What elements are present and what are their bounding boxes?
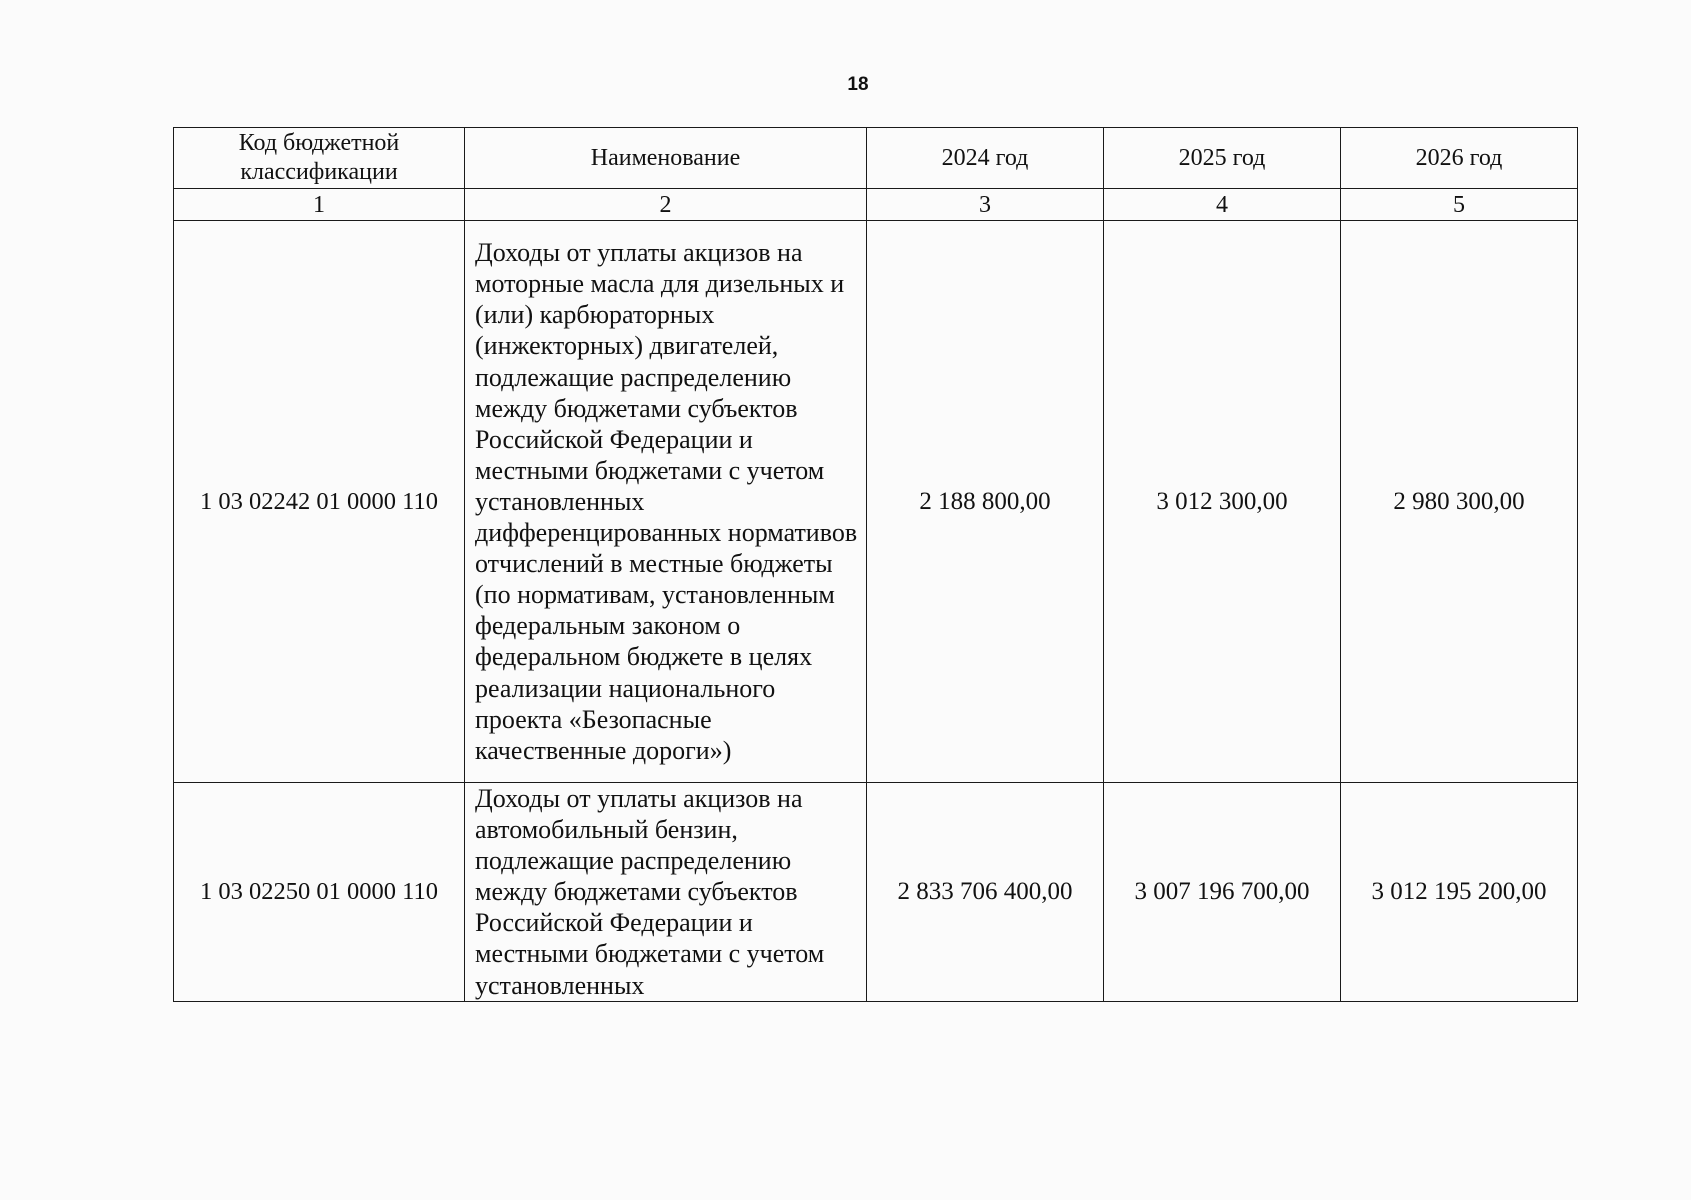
- budget-table: [173, 127, 1578, 1002]
- column-numbers-row: [174, 189, 1578, 221]
- column-number: 2: [465, 189, 867, 221]
- column-number: 3: [867, 189, 1104, 221]
- table-row: [174, 221, 1578, 783]
- amount-2026-cell: 3 012 195 200,00: [1341, 783, 1578, 1002]
- amount-2025-cell: 3 007 196 700,00: [1104, 783, 1341, 1002]
- header-code: Код бюджетной классификации: [174, 128, 465, 189]
- header-name: Наименование: [465, 128, 867, 189]
- amount-2024-cell: 2 833 706 400,00: [867, 783, 1104, 1002]
- budget-code-cell: 1 03 02250 01 0000 110: [174, 783, 465, 1002]
- header-2025: 2025 год: [1104, 128, 1341, 189]
- budget-code-cell: 1 03 02242 01 0000 110: [174, 221, 465, 783]
- column-number: 5: [1341, 189, 1578, 221]
- page-number: 18: [847, 74, 869, 95]
- header-2026: 2026 год: [1341, 128, 1578, 189]
- description-cell: Доходы от уплаты акцизов на моторные масла для дизельных и (или) карбюраторных (инжекторных) двигателей, подлежащие распределению между бюджетами субъектов Российской Федерации и местными бюджетами с учетом установленных дифференцированных нормативов отчислений в местные бюджеты (по нормативам, установленным федеральным законом о федеральном бюджете в целях реализации национального проекта «Безопасные качественные дороги»): [465, 221, 867, 783]
- header-2024: 2024 год: [867, 128, 1104, 189]
- amount-2024-cell: 2 188 800,00: [867, 221, 1104, 783]
- description-cell: Доходы от уплаты акцизов на автомобильный бензин, подлежащие распределению между бюджетами субъектов Российской Федерации и местными бюджетами с учетом установленных: [465, 783, 867, 1002]
- column-number: 4: [1104, 189, 1341, 221]
- column-number: 1: [174, 189, 465, 221]
- table-row: [174, 783, 1578, 1002]
- amount-2025-cell: 3 012 300,00: [1104, 221, 1341, 783]
- amount-2026-cell: 2 980 300,00: [1341, 221, 1578, 783]
- table-header-row: [174, 128, 1578, 189]
